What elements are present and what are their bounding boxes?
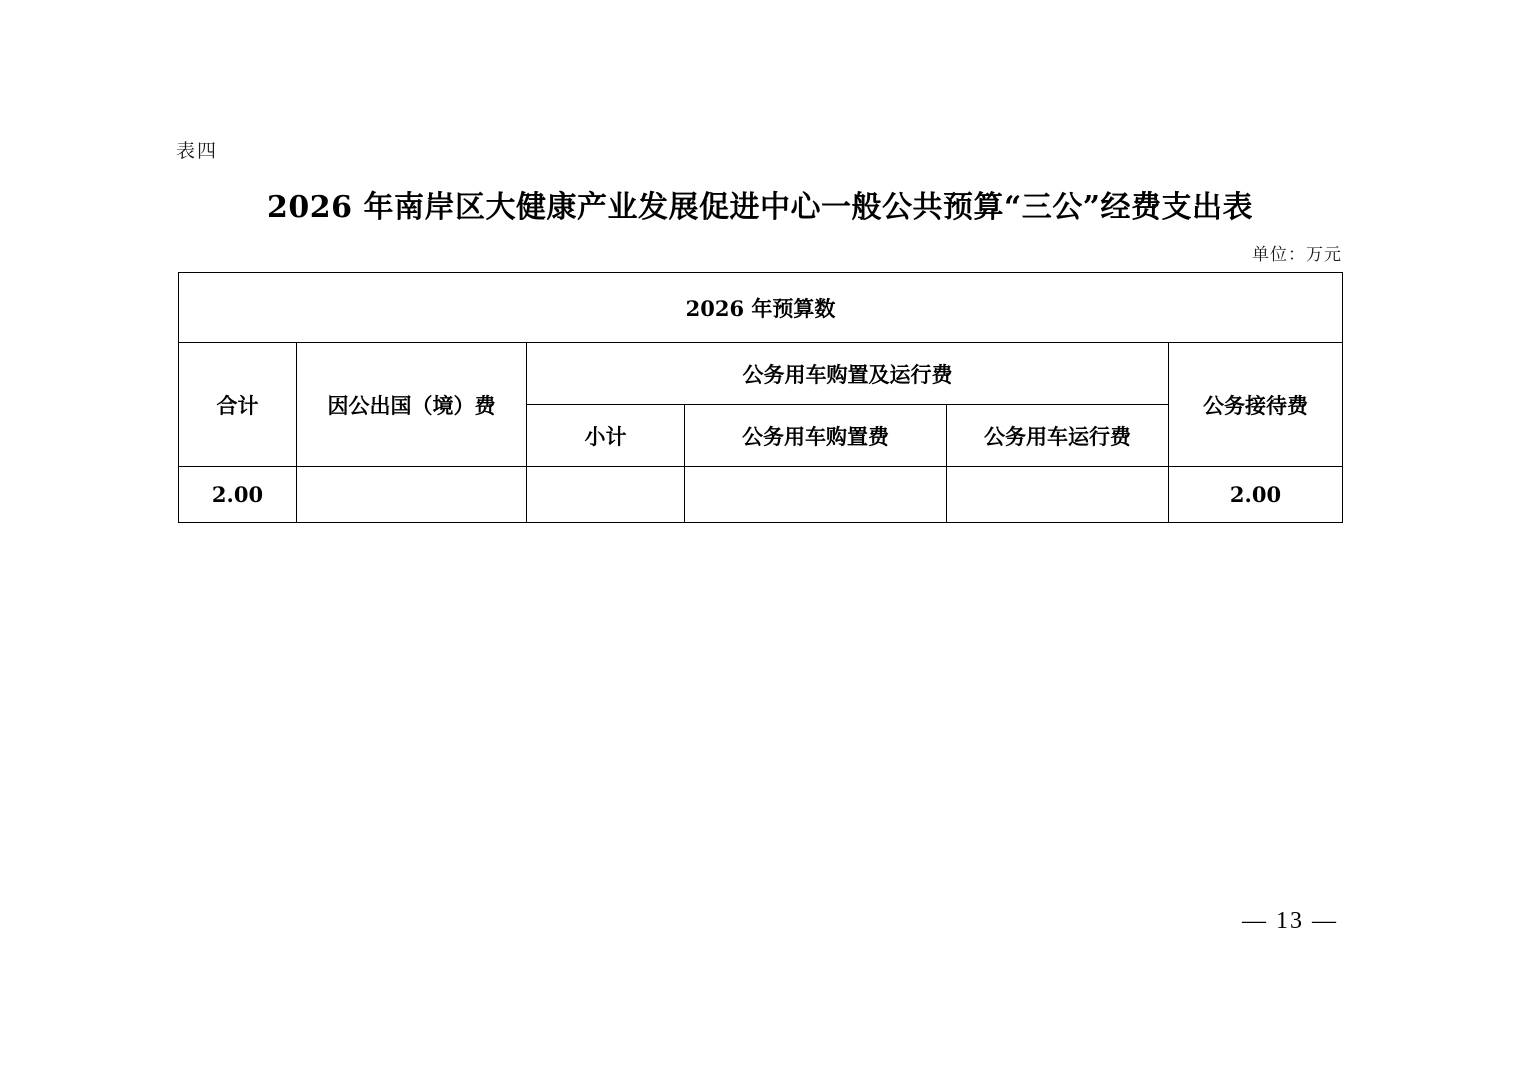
cell-vehicle-operation — [947, 467, 1169, 523]
header-vehicle-group: 公务用车购置及运行费 — [527, 343, 1169, 405]
cell-vehicle-purchase — [685, 467, 947, 523]
cell-total: 2.00 — [179, 467, 297, 523]
header-hospitality: 公务接待费 — [1169, 343, 1343, 467]
header-vehicle-operation: 公务用车运行费 — [947, 405, 1169, 467]
header-vehicle-subtotal: 小计 — [527, 405, 685, 467]
header-total: 合计 — [179, 343, 297, 467]
page-number: — 13 — — [1242, 908, 1338, 934]
unit-note: 单位：万元 — [1252, 245, 1342, 265]
table-row-header-1 — [179, 343, 1343, 405]
budget-table — [178, 272, 1343, 523]
table-row — [179, 467, 1343, 523]
table-label: 表四 — [176, 140, 219, 162]
header-vehicle-purchase: 公务用车购置费 — [685, 405, 947, 467]
page-title: 2026 年南岸区大健康产业发展促进中心一般公共预算“三公”经费支出表 — [267, 190, 1253, 225]
cell-hospitality: 2.00 — [1169, 467, 1343, 523]
table-row-band — [179, 273, 1343, 343]
band-title-cell: 2026 年预算数 — [179, 273, 1343, 343]
cell-vehicle-subtotal — [527, 467, 685, 523]
header-abroad: 因公出国（境）费 — [297, 343, 527, 467]
cell-abroad — [297, 467, 527, 523]
